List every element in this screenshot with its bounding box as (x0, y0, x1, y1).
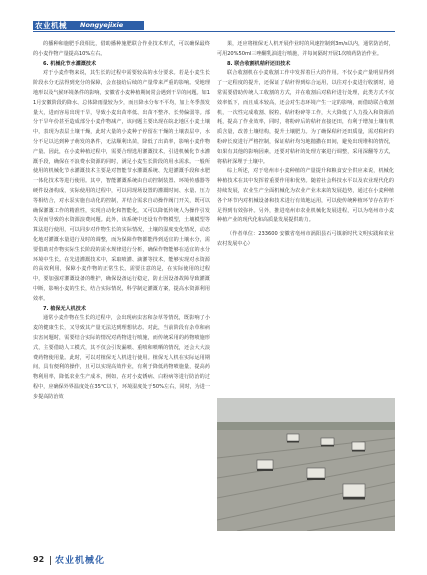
body-paragraph: 对于小麦作物来说，其生长的过程中需要较高的水分要求。若是小麦生长阶段水分无法得到充分的保障，会直接给后续的产量带来严重的影响。受地理地形以及气候环境条件的影响，安徽省小麦种植期间常会遇到干旱的问题。如11月安徽阶段的降水、总体降雨量较为少，而且降水分布不平均，加上冬季蒸发量大，进而容易出现干旱，导致小麦出苗率低、出苗不整齐、长势偏弱等。部分干旱年份甚至造成部分小麦作物减产，该问题主要出现在皖北地区小麦土壤中，表现为表层土壤干燥，此时大量的小麦种子停留在干燥的土壤表层中，水分不足以达到种子萌发的条件，无法顺利出苗，降低了出苗率，影响小麦作物产量。因此，在小麦种植过程中，需要合理选用灌溉技术，引进机械化节水灌溉手段，确保在不浪费水资源的同时，满足小麦生长阶段的用水需求。一般所使用的机械化节水灌溉技术主要是对智能节水灌溉系统、先进灌溉手段和水肥一体化技术等进行使用。其中，智能灌溉系统由自动控制装置、环境传感器等硬件设备构成，实际使用的过程中，可以同现场设置的灌溉时间、水量、压力等相结合，对水泵实施自动化的控制，并结合需求自动操作阀门开关，既可以确保灌溉工作的精准性，实现自动化和智能化，又可以降低传统人为操作引发失误而导致的水资源浪费问题。此外，该系统中还设有作物模型，土壤模型等算法进行使用，可以同步对作物生长的实际情况，土壤的湿度变化情况，动态化地对灌溉水量进行及时的调整，而为保障作物都能得到适宜的土壤水分，需要借助对作物实际生长阶段的需水规律进行分析，确保作物能够在适宜的水分环境中生长。在先进灌溉技术中，采取喷灌、滴灌等技术，能够实现对水资源的高效利用，保障小麦作物的正常生长。需要注意的是，在实际使用的过程中，要加强对灌溉设备的维护，确保设备运行稳定，防止因设备故障导致灌溉中断，影响小麦的生长，结合实际情况，科学制定灌溉方案，提高水资源利用效率。 (33, 70, 210, 302)
harvester-field-illustration (217, 398, 395, 531)
body-paragraph: 联合收割机在小麦收割工作中发挥着巨大的作用。不仅小麦产量明显得到了一定程度的提升，还保证了秸秆得到综合运用，以往对小麦进行收割时，通常需要借助传统人工收割的方式，并在收割后对秸秆进行处理，此类方式不仅效率低下，而且成本较高，还会对生态环境产生一定的影响，而借助联合收割机，一次性完成收割、脱粒、秸秆粉碎等工作，大大降低了人力投入和资源消耗，提高了作业效率，同时，将粉碎后的秸秆直接还田，有利于增加土壤有机质含量，改善土壤结构，提升土壤肥力。为了确保秸秆还田质量，需对秸秆的粉碎长度进行严格控制，保证秸秆均匀地抛撒在田间，避免出现堆积的情况，如果有其他的影响因素，还要对秸秆的处理方案进行调整，采用深翻等方式，将秸秆深埋于土壤中。 (217, 70, 394, 165)
treeline (217, 422, 395, 430)
body-paragraph: 通常小麦作物在生长的过程中，会出现病虫害和杂草等情况，既影响了小麦的健康生长，又导致其产量无法达到理想状态。对此，当前阶段有杂草和病虫害问题时，需要结合实际的情况对药物进行喷施，而传统采用的药物喷施形式，主要借助人工模式，其不仅会引发漏喷、重喷和喷晒的情况，还会大大浪费药物使用量。此时，可以对植保无人机进行使用。植保无人机在实际运用期间，具有便利的操作，且可以实现高效作业，有利于降低药物喷施量，提高药物利用率，降低农业生产成本，例如，在对小麦锈病、白粉病等进行防治的过程中，应确保外界温度处在35℃以下，环境湿度处于50%左右，同时，为进一步提高防治效 (33, 315, 210, 400)
author-affiliation: （作者单位：233600 安徽省亳州市涡阳县石弓镇新时代文明实践和农业农村发展中心） (217, 231, 394, 247)
footer-divider (50, 556, 51, 565)
section-subtitle: Nongyejixie (80, 21, 124, 29)
section-heading: 7. 植保无人机技术 (43, 305, 86, 312)
header-rule (33, 31, 395, 32)
magazine-title: 农业机械化 (55, 556, 106, 566)
right-column (217, 40, 394, 250)
left-column (33, 40, 210, 402)
section-heading: 8. 联合收割机秸秆还田技术 (227, 60, 291, 67)
page-header (0, 0, 427, 34)
body-paragraph: 果，还应将植保无人机开展作业时的风速控制到3m/s以内，通常防治时，可用20%50ml三唑酮乳油进行喷施，并每间隔时开展1次喷药防治作业。 (217, 41, 394, 57)
page-footer (0, 548, 427, 575)
section-heading: 6. 机械化节水灌溉技术 (43, 60, 97, 67)
harvest-photo (217, 398, 395, 531)
body-paragraph: 综上所述，对于亳州市小麦种植的产量提升和粮食安全供应来说，机械化种植技术在其中发挥着重要作用和优势。随着社会科技水平以及农业现代化的持续发展，农业生产全面机械化为农业产业未来的发展趋势，通过在小麦种植各个环节内对机械设备和技术进行有效地运用，可以使传统种植环节存在的不足得到有效弥补。另外，推进亳州市农业机械化发展进程，可以为亳州市小麦种植产业的现代化和高质量发展提供助力。 (217, 168, 394, 224)
body-paragraph: 的播种和施肥手段相比，借助播种施肥联合作业技术形式，可以确保最终的小麦作物产量提高10%左右。 (33, 41, 210, 57)
section-title: 农业机械 (35, 21, 67, 30)
page-number: 92 (33, 555, 45, 564)
